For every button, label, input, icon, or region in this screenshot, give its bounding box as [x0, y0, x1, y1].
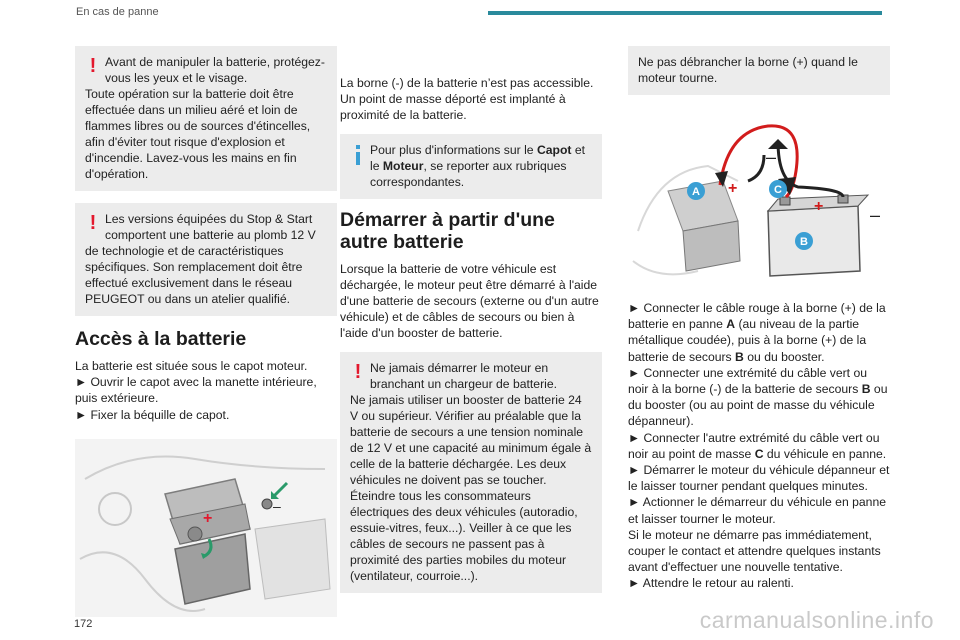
label-a: A — [692, 186, 700, 198]
step-text: ► Connecter une extrémité du câble vert ou noir à la borne (-) de la batterie de secours — [628, 365, 868, 397]
paragraph: Lorsque la batterie de votre véhicule est déchargée, le moteur peut être démarré à l'aide d'une batterie de secours (externe ou d'un autre véhicule) et de câbles de secours ou bien à l'aide d'un booster de batterie. — [340, 261, 599, 341]
label-c: C — [774, 184, 782, 196]
step: ► Ouvrir le capot avec la manette intérieure, puis extérieure. — [75, 375, 317, 406]
svg-text:–: – — [273, 497, 281, 514]
warning-first-line: Avant de manipuler la batterie, protégez-vous les yeux et le visage. — [105, 55, 325, 85]
warning-first-line: Ne jamais démarrer le moteur en branchant un chargeur de batterie. — [370, 360, 558, 391]
info-keyword-hood: Capot — [536, 142, 572, 157]
minus-label: – — [766, 147, 777, 167]
step: ► Fixer la béquille de capot. — [75, 407, 230, 422]
warning-box-battery-handling — [75, 46, 337, 191]
info-text — [350, 142, 592, 190]
step-text: ► Connecter le câble rouge à la borne (+) de la batterie en panne — [628, 301, 886, 332]
step-text: ou du booster (ou au point de masse du véhicule dépanneur). — [628, 382, 888, 429]
note-text: Ne pas débrancher la borne (+) quand le moteur tourne. — [638, 55, 858, 85]
note-box-do-not-disconnect — [628, 46, 890, 95]
warning-box-stop-start — [75, 203, 337, 316]
step-text: ► Connecter l'autre extrémité du câble vert ou noir au point de masse — [628, 430, 880, 461]
column-3 — [628, 46, 890, 592]
step — [628, 430, 890, 462]
warning-icon: ! — [354, 360, 362, 383]
step — [628, 365, 890, 430]
info-text-pre: Pour plus d'informations sur le — [370, 142, 537, 157]
step: ► Actionner le démarreur du véhicule en panne et laisser tourner le moteur. — [628, 495, 887, 526]
label-a-badge — [687, 182, 705, 200]
warning-text: Ne jamais utiliser un booster de batterie 24 V ou supérieur. Vérifier au préalable que la batterie de secours a une tension nominale de 12 V et une capacité au minimum égale à celle de la batterie déchargée. Les deux véhicules ne doivent pas se toucher. Éteindre tous les consommateurs électriques des deux véhicules (autoradio, essuie-vitres, feux...). Veiller à ce que les câbles de secours ne passent pas à proximité des parties mobiles du moteur (ventilateur, courroie...). — [350, 392, 592, 583]
running-header: En cas de panne — [76, 6, 159, 18]
step: ► Démarrer le moteur du véhicule dépanneur et le laisser tourner pendant quelques minutes. — [628, 463, 890, 494]
step-text: (au niveau de la partie métallique coudée), puis à la borne (+) de la batterie de secours — [628, 317, 867, 364]
paragraph: Si le moteur ne démarre pas immédiatement, couper le contact et attendre quelques instants avant d'effectuer une nouvelle tentative. — [628, 527, 881, 575]
header-accent-bar — [488, 11, 882, 15]
warning-icon: ! — [89, 212, 97, 234]
engine-bay-illustration — [75, 439, 337, 617]
step-text: du véhicule en panne. — [763, 446, 887, 461]
info-text-mid: et le — [370, 142, 586, 173]
label-b: B — [800, 236, 808, 248]
step-label: B — [861, 382, 871, 397]
step: ► Attendre le retour au ralenti. — [628, 576, 794, 591]
section-heading-jump-start: Démarrer à partir d'une autre batterie — [340, 208, 555, 253]
label-b-badge — [795, 232, 813, 250]
info-text-post: , se reporter aux rubriques correspondantes. — [370, 158, 567, 189]
page-number: 172 — [74, 618, 93, 630]
step-label: B — [735, 349, 744, 364]
label-c-badge — [769, 180, 787, 198]
info-icon — [352, 144, 364, 166]
warning-icon: ! — [89, 55, 97, 77]
minus-label: – — [870, 205, 881, 225]
warning-text: de technologie et de caractéristiques spécifiques. Son remplacement doit être effectué exclusivement dans le réseau PEUGEOT ou dans un atelier qualifié. — [85, 244, 303, 306]
instruction-steps — [628, 300, 890, 592]
step-label: A — [726, 317, 736, 332]
jump-start-diagram — [628, 111, 890, 287]
column-1 — [75, 46, 337, 622]
warning-text: Toute opération sur la batterie doit être effectuée dans un milieu aéré et loin de flammes libres ou de sources d'étincelles, afin d'éviter tout risque d'explosion et d'incendie. Lavez-vous les mains en fin d'opération. — [85, 87, 311, 181]
paragraph: La borne (-) de la batterie n’est pas accessible. Un point de masse déporté est implanté à proximité de la batterie. — [340, 76, 594, 123]
step-label: C — [754, 446, 764, 461]
info-box-hood-engine — [340, 134, 602, 199]
paragraph: La batterie est située sous le capot moteur. — [75, 359, 308, 373]
section-heading-battery-access: Accès à la batterie — [75, 328, 247, 350]
warning-first-line: Les versions équipées du Stop & Start comportent une batterie au plomb 12 V — [105, 212, 316, 242]
step — [628, 300, 890, 365]
info-keyword-engine: Moteur — [382, 158, 424, 173]
svg-text:+: + — [203, 509, 213, 527]
step-text: ou du booster. — [743, 349, 825, 364]
watermark: carmanualsonline.info — [699, 607, 934, 633]
plus-label: + — [814, 198, 824, 215]
column-2 — [340, 75, 602, 605]
plus-label: + — [728, 180, 738, 197]
warning-box-jump-start — [340, 352, 602, 593]
